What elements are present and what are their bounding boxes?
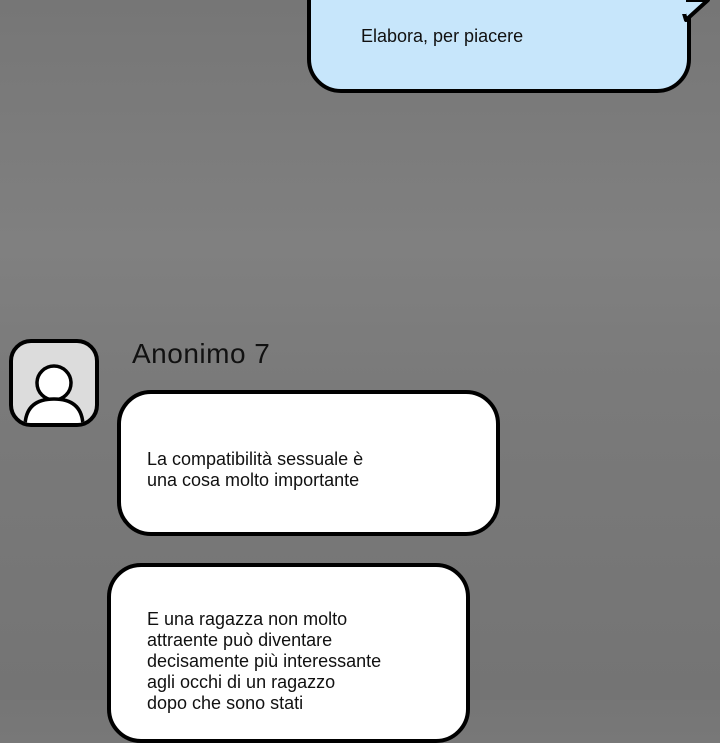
incoming-message-text: La compatibilità sessuale è una cosa molto importante [147, 449, 364, 490]
incoming-message-bubble [117, 390, 500, 536]
bubble-tail [680, 0, 710, 22]
incoming-message-bubble [107, 563, 470, 743]
sender-name: Anonimo 7 [132, 338, 271, 369]
outgoing-message-bubble [307, 0, 691, 93]
person-silhouette-icon [13, 343, 95, 423]
outgoing-message-text: Elabora, per piacere [361, 26, 524, 46]
incoming-message-text: E una ragazza non molto attraente può diventare decisamente più interessante agli occhi di un ragazzo dopo che sono stati [147, 609, 382, 713]
avatar [9, 339, 99, 427]
